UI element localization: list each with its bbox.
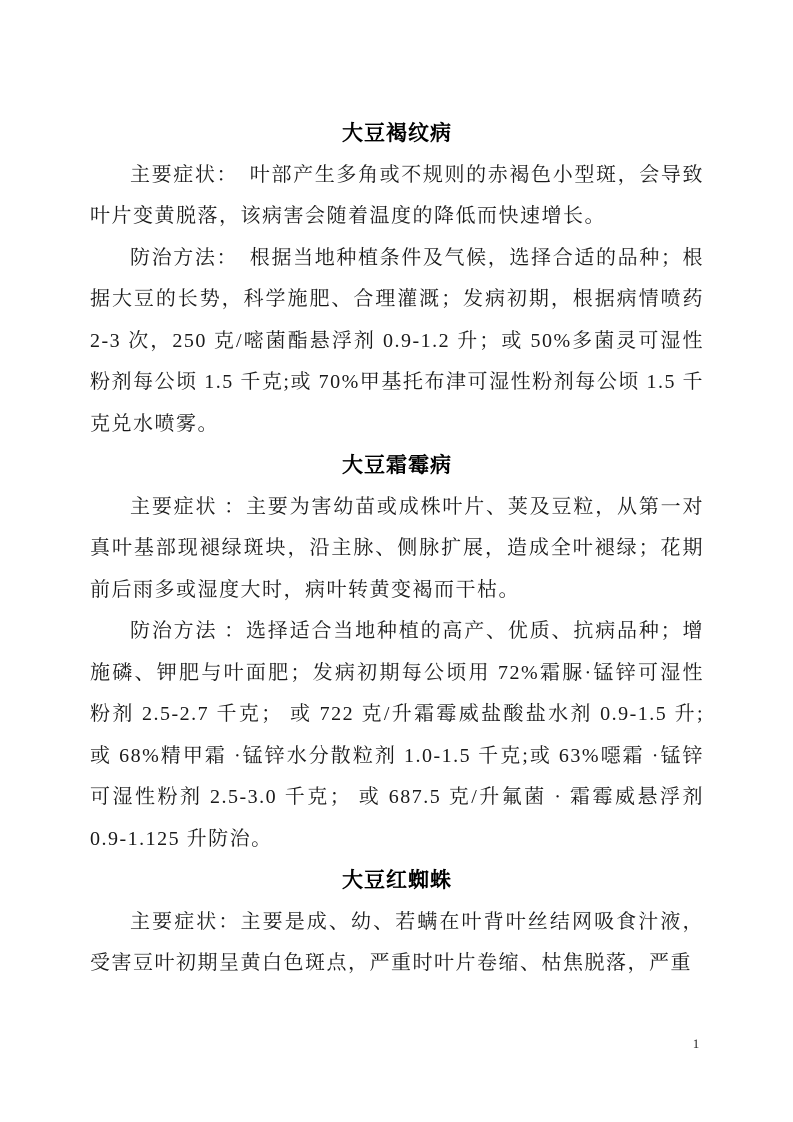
- paragraph-symptoms: 主要症状：主要是成、幼、若螨在叶背叶丝结网吸食汁液，受害豆叶初期呈黄白色斑点，严重时叶片卷缩、枯焦脱落，严重: [90, 910, 704, 974]
- section-soybean-red-spider-mite: [90, 860, 704, 985]
- section-title-red-spider-mite: 大豆红蜘蛛: [342, 868, 452, 892]
- paragraph-symptoms: 主要症状 ：主要为害幼苗或成株叶片、荚及豆粒，从第一对真叶基部现褪绿斑块，沿主脉、侧脉扩展，造成全叶褪绿；花期前后雨多或湿度大时，病叶转黄变褐而干枯。: [90, 495, 704, 601]
- paragraph-control-methods: 防治方法： 根据当地种植条件及气候，选择合适的品种；根据大豆的长势，科学施肥、合理灌溉；发病初期，根据病情喷药 2-3 次，250 克/嘧菌酯悬浮剂 0.9-1.2 升；或 50%多菌灵可湿性粉剂每公顷 1.5 千克;或 70%甲基托布津可湿性粉剂每公顷 1.5 千克兑水喷雾。: [90, 246, 704, 435]
- paragraph-control-methods: 防治方法 ：选择适合当地种植的高产、优质、抗病品种；增施磷、钾肥与叶面肥；发病初期每公顷用 72%霜脲·锰锌可湿性粉剂 2.5-2.7 千克； 或 722 克/升霜霉威盐酸盐水剂 0.9-1.5 升;或 68%精甲霜 ·锰锌水分散粒剂 1.0-1.5 千克;或 63%噁霜 ·锰锌可湿性粉剂 2.5-3.0 千克； 或 687.5 克/升氟菌 · 霜霉威悬浮剂 0.9-1.125 升防治。: [90, 620, 704, 850]
- content-area: [90, 113, 704, 985]
- page-number: 1: [692, 1036, 700, 1051]
- section-soybean-downy-mildew: [90, 445, 704, 860]
- section-soybean-brown-spot: [90, 113, 704, 445]
- paragraph-symptoms: 主要症状： 叶部产生多角或不规则的赤褐色小型斑，会导致叶片变黄脱落，该病害会随着温度的降低而快速增长。: [90, 163, 704, 227]
- section-title-downy-mildew: 大豆霜霉病: [342, 453, 452, 477]
- section-title-brown-spot: 大豆褐纹病: [342, 121, 452, 145]
